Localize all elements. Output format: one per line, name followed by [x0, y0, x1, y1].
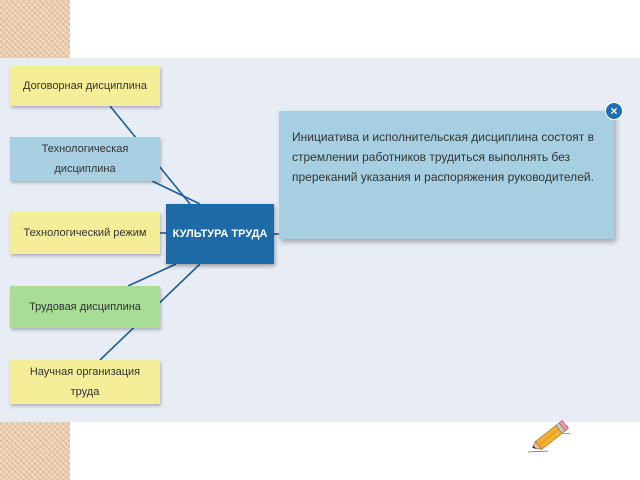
center-node-labor-culture[interactable]	[166, 204, 274, 264]
node-label: Технологическая дисциплина	[41, 143, 129, 175]
decorative-stripe-bottom	[0, 422, 70, 480]
info-popup	[279, 111, 614, 239]
node-contract-discipline[interactable]	[10, 66, 160, 106]
node-label: Технологический режим	[23, 227, 147, 239]
node-label: Трудовая дисциплина	[29, 301, 141, 313]
connector-4	[128, 264, 176, 286]
pencil-icon	[524, 418, 572, 458]
node-technological-discipline[interactable]	[10, 137, 160, 181]
popup-text: Инициатива и исполнительская дисциплина состоят в стремлении работников трудиться выполнять без пререканий указания и распоряжения руководителей.	[292, 130, 594, 184]
node-label: Научная организация труда	[29, 366, 141, 398]
node-label: Договорная дисциплина	[23, 80, 147, 92]
center-node-label: КУЛЬТУРА ТРУДА	[172, 228, 268, 240]
node-scientific-organization[interactable]	[10, 360, 160, 404]
node-labor-discipline[interactable]	[10, 286, 160, 328]
decorative-stripe-top	[0, 0, 70, 58]
node-technological-regime[interactable]	[10, 212, 160, 254]
connector-2	[152, 181, 200, 204]
close-icon[interactable]: ×	[606, 103, 622, 119]
